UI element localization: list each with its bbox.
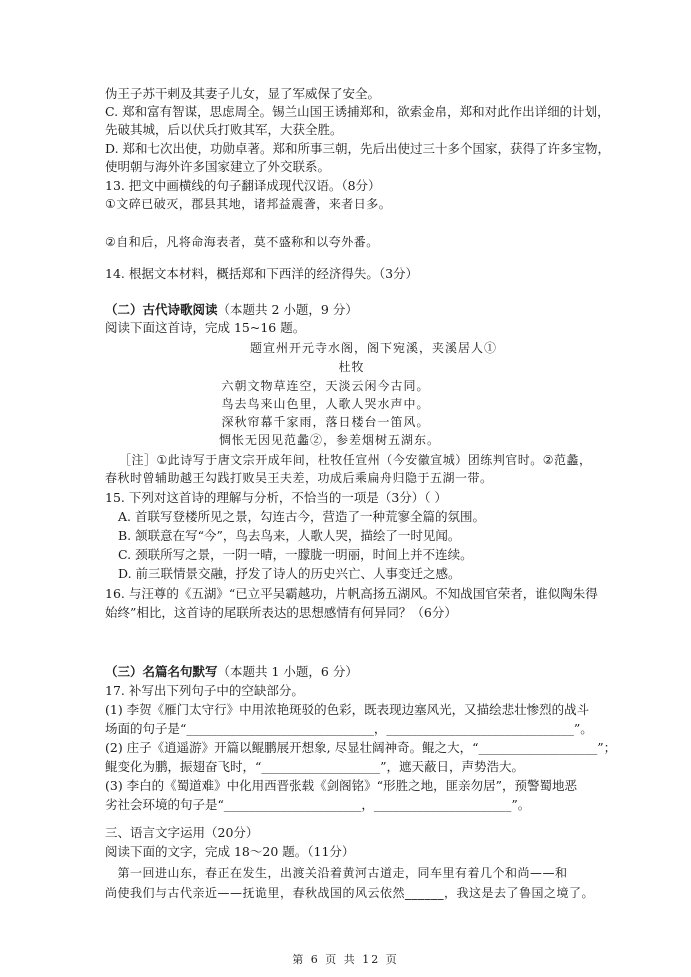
part3-heading: 三、语言文字运用（20分） [105, 825, 259, 840]
q13-sentence-2: ②自和后，凡将命海表者，莫不盛称和以夸外番。 [105, 235, 379, 249]
q12-option-c-line2: 先破其城，后以伏兵打败其军，大获全胜。 [105, 122, 343, 137]
section3-heading-note: （本题共 1 小题，6 分） [217, 664, 358, 679]
q15-option-c: C. 颈联所写之景，一阴一晴，一朦胧一明丽，时间上并不连续。 [118, 547, 473, 562]
page-footer: 第 6 页 共 12 页 [292, 953, 399, 966]
q15-option-b: B. 颔联意在写“今”，鸟去鸟来，人歌人哭，描绘了一时见闻。 [118, 528, 461, 543]
poem-title: 题宣州开元寺水阁，阁下宛溪，夹溪居人① [249, 341, 497, 355]
q16-line2: 始终”相比，这首诗的尾联所表达的思想感情有何异同？（6分） [105, 605, 457, 620]
part3-passage-line2: 尚使我们与古代亲近——抚诡里，春秋战国的风云依然______，我这是去了鲁国之境了。 [105, 886, 595, 900]
q12-option-d-line1: D. 郑和七次出使，功勋卓著。郑和所事三朝，先后出使过三十多个国家，获得了许多宝物， [105, 141, 611, 156]
poem-line: 惆怅无因见范蠡②，参差烟树五湖东。 [218, 433, 440, 447]
section2-intro: 阅读下面这首诗，完成 15~16 题。 [105, 320, 306, 335]
q12-option-b-tail: 伪王子苏干剌及其妻子儿女，显了军威保了安全。 [105, 86, 381, 101]
q17-item3-line1: (3) 李白的《蜀道难》中化用西晋张载《剑阁铭》“形胜之地，匪亲勿居”，预警蜀地恶 [105, 778, 577, 793]
q13-sentence-1: ①文碎已破灭，郡县其地，诸邦益震詟，来者日多。 [105, 197, 392, 211]
q17-stem: 17. 补写出下列句子中的空缺部分。 [105, 683, 304, 698]
poem-note-line2: 春秋时曾辅助越王勾践打败吴王夫差，功成后乘扁舟归隐于五湖一带。 [105, 471, 493, 485]
poem-note-line1: ［注］①此诗写于唐文宗开成年间，杜牧任宣州（今安徽宣城）团练判官时。②范蠡， [119, 453, 592, 467]
section3-heading: （三）名篇名句默写 [105, 664, 218, 679]
section3-heading-line [105, 664, 635, 680]
poem-line: 鸟去鸟来山色里，人歌人哭水声中。 [221, 397, 430, 411]
part3-intro: 阅读下面的文字，完成 18～20 题。（11分） [105, 844, 355, 859]
q17-item2-line2: 鲲变化为鹏，振翅奋飞时，“___________________”，遮天蔽日，声势浩大。 [105, 759, 525, 774]
part3-passage-line1: 第一回进山东，春正在发生，出渡关沿着黄河古道走，同车里有着几个和尚——和 [105, 866, 568, 880]
q16-line1: 16. 与汪尊的《五湖》“已立平吴霸越功，片帆高扬五湖风。不知战国官荣者，谁似陶朱得 [105, 586, 598, 601]
q17-item1-line1: (1) 李贺《雁门太守行》中用浓艳斑驳的色彩，既表现边塞风光，又描绘悲壮惨烈的战斗 [105, 702, 590, 717]
q14-stem: 14. 根据文本材料，概括郑和下西洋的经济得失。（3分） [105, 266, 419, 281]
q12-option-c-line1: C. 郑和富有智谋，思虑周全。锡兰山国王诱捕郑和，欲索金帛，郑和对此作出详细的计划， [105, 104, 610, 119]
poem-author: 杜牧 [338, 360, 365, 374]
q17-item3-line2: 劣社会环境的句子是“______________________，______________________”。 [105, 797, 531, 812]
q12-option-d-line2: 使明朝与海外许多国家建立了外交联系。 [105, 159, 331, 174]
q17-item2-line1: (2) 庄子《逍遥游》开篇以鲲鹏展开想象, 尽显壮阔神奇。鲲之大，“___________________”； [105, 740, 617, 755]
poem-line: 深秋帘幕千家雨，落日楼台一笛风。 [221, 415, 430, 429]
q13-stem: 13. 把文中画横线的句子翻译成现代汉语。（8分） [105, 178, 381, 193]
section2-heading-note: （本题共 2 小题，9 分） [217, 302, 358, 317]
q15-option-a: A. 首联写登楼所见之景，勾连古今，营造了一种荒寥全篇的氛围。 [118, 509, 485, 524]
section2-heading: （二）古代诗歌阅读 [105, 302, 218, 317]
q15-stem: 15. 下列对这首诗的理解与分析，不恰当的一项是（3分）（ ） [105, 490, 448, 505]
q15-option-d: D. 前三联情景交融，抒发了诗人的历史兴亡、人事变迁之感。 [118, 566, 461, 581]
poem-line: 六朝文物草连空，天淡云闲今古同。 [221, 379, 430, 393]
section2-heading-line [105, 302, 635, 318]
q17-item1-line2: 场面的句子是“______________________________，______________________________”。 [105, 721, 593, 736]
